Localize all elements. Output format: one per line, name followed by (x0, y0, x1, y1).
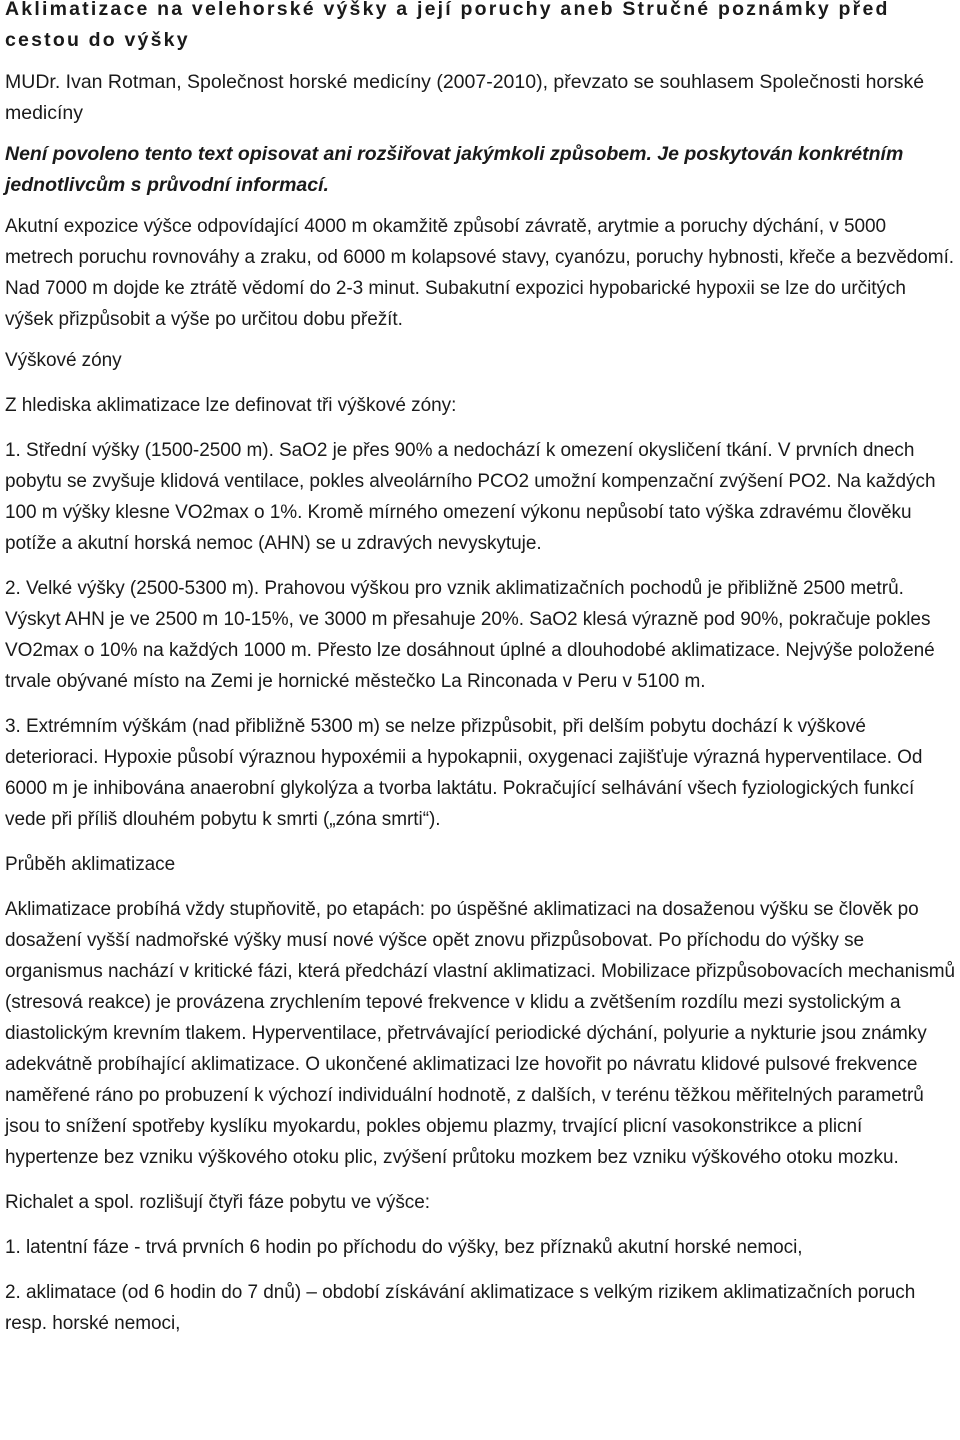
paragraph-course: Aklimatizace probíhá vždy stupňovitě, po etapách: po úspěšné aklimatizaci na dosaženou výšku se člověk po dosažení vyšší nadmořské výšky musí nové výšce opět znovu přizpůsobovat. Po příchodu do výšky se organismus nachází v kritické fázi, která předchází vlastní aklimatizaci. Mobilizace přizpůsobovacích mechanismů (stresová reakce) je provázena zrychlením tepové frekvence v klidu a zvětšením rozdílu mezi systolickým a diastolickým krevním tlakem. Hyperventilace, přetrvávající periodické dýchání, polyurie a nykturie jsou známky adekvátně probíhající aklimatizace. O ukončené aklimatizaci lze hovořit po návratu klidové pulsové frekvence naměřené ráno po probuzení k výchozí individuální hodnotě, z dalších, v terénu těžkou měřitelných parametrů jsou to snížení spotřeby kyslíku myokardu, pokles objemu plazmy, trvající plicní vasokonstrikce a plicní hypertenze bez vzniku výškového otoku plic, zvýšení průtoku mozkem bez vzniku výškového otoku mozku. (5, 899, 956, 1168)
paragraph-zone-1: 1. Střední výšky (1500-2500 m). SaO2 je přes 90% a nedochází k omezení okysličení tkání. V prvních dnech pobytu se zvyšuje klidová ventilace, pokles alveolárního PCO2 umožní kompenzační zvýšení PO2. Na každých 100 m výšky klesne VO2max o 1%. Kromě mírného omezení výkonu nepůsobí tato výška zdravému člověku potíže a akutní horská nemoc (AHN) se u zdravých nevyskytuje. (5, 440, 936, 554)
section-heading-course: Průběh aklimatizace (5, 854, 176, 875)
copyright-notice: Není povoleno tento text opisovat ani rozšiřovat jakýmkoli způsobem. Je poskytován konkrétním jednotlivcům s průvodní informací. (5, 143, 904, 196)
section-heading-zones: Výškové zóny (5, 350, 122, 371)
paragraph-acute-exposure: Akutní expozice výšce odpovídající 4000 m okamžitě způsobí závratě, arytmie a poruchy dýchání, v 5000 metrech poruchu rovnováhy a zraku, od 6000 m kolapsové stavy, cyanózu, poruchy hybnosti, křeče a bezvědomí. Nad 7000 m dojde ke ztrátě vědomí do 2-3 minut. Subakutní expozici hypobarické hypoxii se lze do určitých výšek přizpůsobit a výše po určitou dobu přežít. (5, 216, 955, 330)
list-item-phase-2: 2. aklimatace (od 6 hodin do 7 dnů) – období získávání aklimatizace s velkým rizikem aklimatizačních poruch resp. horské nemoci, (5, 1282, 916, 1334)
paragraph-zone-3: 3. Extrémním výškám (nad přibližně 5300 m) se nelze přizpůsobit, při delším pobytu dochází k výškové deterioraci. Hypoxie působí výraznou hypoxémii a hypokapnii, oxygenaci zajišťuje výrazná hyperventilace. Od 6000 m je inhibována anaerobní glykolýza a tvorba laktátu. Pokračující selhávání všech fyziologických funkcí vede při příliš dlouhém pobytu k smrti („zóna smrti“). (5, 716, 923, 830)
list-item-phase-1: 1. latentní fáze - trvá prvních 6 hodin po příchodu do výšky, bez příznaků akutní horské nemoci, (5, 1237, 803, 1258)
document-title: Aklimatizace na velehorské výšky a její poruchy aneb Stručné poznámky před cestou do výšky (5, 0, 890, 51)
paragraph-zones-intro: Z hlediska aklimatizace lze definovat tři výškové zóny: (5, 395, 457, 416)
author-line: MUDr. Ivan Rotman, Společnost horské medicíny (2007-2010), převzato se souhlasem Společnosti horské medicíny (5, 71, 925, 124)
paragraph-phases-intro: Richalet a spol. rozlišují čtyři fáze pobytu ve výšce: (5, 1192, 430, 1213)
paragraph-zone-2: 2. Velké výšky (2500-5300 m). Prahovou výškou pro vznik aklimatizačních pochodů je přibližně 2500 metrů. Výskyt AHN je ve 2500 m 10-15%, ve 3000 m přesahuje 20%. SaO2 klesá výrazně pod 90%, pokračuje pokles VO2max o 10% na každých 1000 m. Přesto lze dosáhnout úplné a dlouhodobé aklimatizace. Nejvýše položené trvale obývané místo na Zemi je hornické městečko La Rinconada v Peru v 5100 m. (5, 578, 935, 692)
